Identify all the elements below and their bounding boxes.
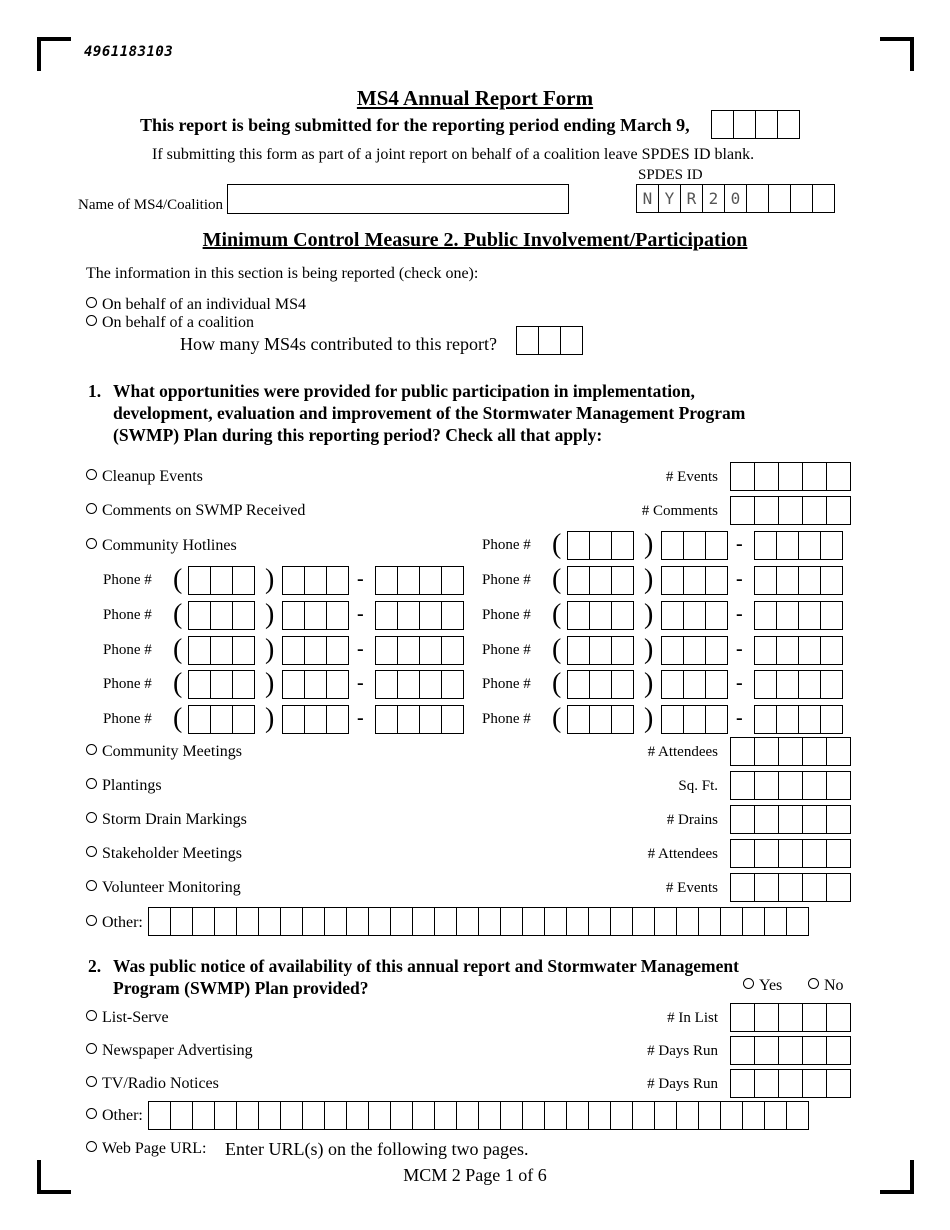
phone-dash: - — [736, 672, 743, 694]
area-code-boxes[interactable] — [567, 531, 634, 560]
phone-label: Phone # — [103, 572, 152, 588]
document-id: 4961183103 — [84, 44, 174, 60]
char-box[interactable] — [368, 1101, 391, 1130]
close-paren: ) — [265, 599, 275, 630]
area-code-boxes[interactable] — [188, 566, 255, 595]
radio-icon[interactable] — [86, 297, 97, 308]
exchange-boxes[interactable] — [282, 670, 349, 699]
char-box[interactable] — [566, 907, 589, 936]
phone-dash: - — [736, 707, 743, 729]
option-comments[interactable]: Comments on SWMP Received — [86, 502, 305, 520]
char-box[interactable] — [258, 907, 281, 936]
events-count-boxes[interactable] — [730, 462, 851, 491]
phone-label: Phone # — [103, 711, 152, 727]
option-no[interactable]: No — [808, 977, 844, 995]
char-box[interactable] — [522, 907, 545, 936]
char-box[interactable] — [610, 907, 633, 936]
char-box[interactable] — [346, 1101, 369, 1130]
radio-icon[interactable] — [86, 778, 97, 789]
line-number-boxes[interactable] — [375, 636, 464, 665]
page-footer: MCM 2 Page 1 of 6 — [403, 1165, 547, 1185]
char-box[interactable] — [764, 1101, 787, 1130]
option-coalition[interactable]: On behalf of a coalition — [86, 314, 254, 332]
section-title: Minimum Control Measure 2. Public Involvement/Participation — [202, 229, 748, 251]
char-box[interactable] — [302, 907, 325, 936]
phone-label: Phone # — [482, 607, 531, 623]
phone-label: Phone # — [482, 572, 531, 588]
char-box[interactable] — [654, 907, 677, 936]
open-paren: ( — [552, 703, 562, 734]
char-box[interactable] — [500, 1101, 523, 1130]
phone-label: Phone # — [482, 642, 531, 658]
area-code-boxes[interactable] — [567, 670, 634, 699]
option-storm-drain-markings[interactable]: Storm Drain Markings — [86, 811, 247, 829]
char-box[interactable] — [588, 1101, 611, 1130]
name-of-ms4-input[interactable] — [227, 184, 569, 214]
area-code-boxes[interactable] — [567, 636, 634, 665]
exchange-boxes[interactable] — [661, 566, 728, 595]
phone-label: Phone # — [103, 676, 152, 692]
radio-icon[interactable] — [86, 1108, 97, 1119]
other-notice-text-boxes[interactable] — [148, 1101, 809, 1130]
close-paren: ) — [265, 564, 275, 595]
line-number-boxes[interactable] — [754, 670, 843, 699]
volunteer-count-boxes[interactable] — [730, 873, 851, 902]
open-paren: ( — [552, 564, 562, 595]
char-box[interactable] — [280, 907, 303, 936]
option-other-notice[interactable]: Other: — [86, 1107, 143, 1125]
radio-icon[interactable] — [86, 880, 97, 891]
radio-icon[interactable] — [86, 846, 97, 857]
exchange-boxes[interactable] — [282, 601, 349, 630]
line-number-boxes[interactable] — [754, 531, 843, 560]
close-paren: ) — [644, 529, 654, 560]
char-box[interactable] — [434, 907, 457, 936]
char-box[interactable] — [588, 907, 611, 936]
option-volunteer-monitoring[interactable]: Volunteer Monitoring — [86, 879, 241, 897]
phone-dash: - — [736, 568, 743, 590]
char-box[interactable] — [544, 907, 567, 936]
close-paren: ) — [644, 703, 654, 734]
radio-icon[interactable] — [86, 744, 97, 755]
exchange-boxes[interactable] — [282, 566, 349, 595]
char-box[interactable] — [544, 1101, 567, 1130]
web-page-note: Enter URL(s) on the following two pages. — [225, 1139, 529, 1159]
open-paren: ( — [173, 703, 183, 734]
close-paren: ) — [265, 634, 275, 665]
line-number-boxes[interactable] — [375, 566, 464, 595]
q1-number: 1. — [88, 381, 102, 401]
area-code-boxes[interactable] — [188, 601, 255, 630]
option-other[interactable]: Other: — [86, 914, 143, 932]
option-plantings[interactable]: Plantings — [86, 777, 162, 795]
option-yes[interactable]: Yes — [743, 977, 782, 995]
phone-dash: - — [736, 638, 743, 660]
stakeholder-attendees-label: # Attendees — [647, 846, 718, 862]
drains-count-boxes[interactable] — [730, 805, 851, 834]
option-cleanup-events[interactable]: Cleanup Events — [86, 468, 203, 486]
close-paren: ) — [644, 599, 654, 630]
char-box[interactable] — [390, 1101, 413, 1130]
radio-icon[interactable] — [86, 538, 97, 549]
char-box[interactable] — [764, 907, 787, 936]
reported-prompt: The information in this section is being reported (check one): — [86, 265, 479, 282]
phone-label: Phone # — [482, 676, 531, 692]
char-box[interactable] — [390, 907, 413, 936]
newspaper-days-boxes[interactable] — [730, 1036, 851, 1065]
radio-icon[interactable] — [86, 915, 97, 926]
volunteer-events-label: # Events — [665, 880, 718, 896]
radio-icon[interactable] — [86, 503, 97, 514]
char-box[interactable] — [522, 1101, 545, 1130]
phone-dash: - — [736, 603, 743, 625]
sqft-boxes[interactable] — [730, 771, 851, 800]
close-paren: ) — [265, 703, 275, 734]
char-box[interactable] — [148, 1101, 171, 1130]
area-code-boxes[interactable] — [188, 670, 255, 699]
radio-icon[interactable] — [86, 1010, 97, 1021]
exchange-boxes[interactable] — [661, 670, 728, 699]
drains-label: # Drains — [666, 812, 718, 828]
attendees-label: # Attendees — [647, 744, 718, 760]
char-box[interactable] — [170, 907, 193, 936]
option-community-meetings[interactable]: Community Meetings — [86, 743, 242, 761]
char-box[interactable] — [786, 1101, 809, 1130]
char-box[interactable] — [720, 907, 743, 936]
phone-label: Phone # — [482, 711, 531, 727]
open-paren: ( — [552, 634, 562, 665]
line-number-boxes[interactable] — [754, 566, 843, 595]
area-code-boxes[interactable] — [567, 705, 634, 734]
option-tv-radio-notices[interactable]: TV/Radio Notices — [86, 1075, 219, 1093]
char-box[interactable] — [698, 1101, 721, 1130]
char-box[interactable] — [632, 1101, 655, 1130]
option-individual[interactable]: On behalf of an individual MS4 — [86, 296, 306, 314]
attendees-count-boxes[interactable] — [730, 737, 851, 766]
open-paren: ( — [173, 634, 183, 665]
char-box[interactable] — [456, 1101, 479, 1130]
open-paren: ( — [552, 668, 562, 699]
phone-dash: - — [357, 638, 364, 660]
line-number-boxes[interactable] — [375, 601, 464, 630]
tv-days-boxes[interactable] — [730, 1069, 851, 1098]
spdes-label: SPDES ID — [638, 167, 703, 183]
radio-icon[interactable] — [86, 1043, 97, 1054]
tv-days-run-label: # Days Run — [647, 1076, 718, 1092]
char-box[interactable] — [412, 1101, 435, 1130]
char-box[interactable] — [478, 907, 501, 936]
line-number-boxes[interactable] — [375, 705, 464, 734]
sqft-label: Sq. Ft. — [678, 778, 718, 794]
char-box[interactable] — [434, 1101, 457, 1130]
char-box[interactable] — [280, 1101, 303, 1130]
phone-dash: - — [357, 672, 364, 694]
char-box[interactable] — [676, 1101, 699, 1130]
close-paren: ) — [644, 564, 654, 595]
radio-icon[interactable] — [86, 469, 97, 480]
ms4-count-boxes[interactable] — [516, 326, 583, 355]
char-box[interactable] — [566, 1101, 589, 1130]
char-box[interactable] — [324, 1101, 347, 1130]
char-box[interactable] — [192, 907, 215, 936]
option-community-hotlines[interactable]: Community Hotlines — [86, 537, 237, 555]
exchange-boxes[interactable] — [661, 601, 728, 630]
option-newspaper-advertising[interactable]: Newspaper Advertising — [86, 1042, 253, 1060]
char-box[interactable] — [148, 907, 171, 936]
radio-icon[interactable] — [86, 812, 97, 823]
area-code-boxes[interactable] — [567, 566, 634, 595]
q1-text: What opportunities were provided for public participation in implementation, development, evaluation and improvement of the Stormwater Management Program (SWMP) Plan during this reporting period? Check all that apply: — [113, 381, 746, 445]
char-box[interactable] — [676, 907, 699, 936]
line-number-boxes[interactable] — [754, 601, 843, 630]
area-code-boxes[interactable] — [567, 601, 634, 630]
char-box[interactable] — [236, 1101, 259, 1130]
radio-icon[interactable] — [86, 1076, 97, 1087]
exchange-boxes[interactable] — [282, 705, 349, 734]
days-run-label: # Days Run — [647, 1043, 718, 1059]
line-number-boxes[interactable] — [754, 636, 843, 665]
char-box[interactable] — [720, 1101, 743, 1130]
ms4-count-prompt: How many MS4s contributed to this report? — [180, 334, 497, 354]
close-paren: ) — [644, 634, 654, 665]
phone-dash: - — [736, 533, 743, 555]
in-list-boxes[interactable] — [730, 1003, 851, 1032]
char-box[interactable] — [742, 907, 765, 936]
char-box[interactable] — [170, 1101, 193, 1130]
open-paren: ( — [173, 599, 183, 630]
line-number-boxes[interactable] — [754, 705, 843, 734]
corner-mark-top-left — [37, 37, 71, 71]
char-box[interactable] — [786, 907, 809, 936]
stakeholder-count-boxes[interactable] — [730, 839, 851, 868]
form-title: MS4 Annual Report Form — [356, 86, 594, 110]
exchange-boxes[interactable] — [282, 636, 349, 665]
char-box[interactable] — [214, 907, 237, 936]
close-paren: ) — [265, 668, 275, 699]
radio-icon[interactable] — [808, 978, 819, 989]
char-box[interactable] — [302, 1101, 325, 1130]
close-paren: ) — [644, 668, 654, 699]
q2-text: Was public notice of availability of this annual report and Stormwater Management Program (SWMP) Plan provided? — [113, 956, 739, 998]
open-paren: ( — [173, 668, 183, 699]
char-box[interactable] — [654, 1101, 677, 1130]
comments-label: # Comments — [641, 503, 718, 519]
q2-number: 2. — [88, 956, 102, 976]
radio-icon[interactable] — [743, 978, 754, 989]
joint-report-note: If submitting this form as part of a joint report on behalf of a coalition leave SPDES ID blank. — [152, 146, 755, 163]
name-label: Name of MS4/Coalition — [78, 197, 223, 213]
corner-mark-top-right — [880, 37, 914, 71]
exchange-boxes[interactable] — [661, 705, 728, 734]
line-number-boxes[interactable] — [375, 670, 464, 699]
open-paren: ( — [552, 599, 562, 630]
char-box[interactable] — [456, 907, 479, 936]
phone-label: Phone # — [103, 642, 152, 658]
open-paren: ( — [173, 564, 183, 595]
char-box[interactable] — [346, 907, 369, 936]
exchange-boxes[interactable] — [661, 531, 728, 560]
exchange-boxes[interactable] — [661, 636, 728, 665]
reporting-year-boxes[interactable] — [711, 110, 800, 139]
char-box[interactable] — [258, 1101, 281, 1130]
spdes-id-input[interactable]: N Y R 2 0 — [636, 184, 835, 213]
char-box[interactable] — [610, 1101, 633, 1130]
open-paren: ( — [552, 529, 562, 560]
char-box[interactable] — [324, 907, 347, 936]
option-list-serve[interactable]: List-Serve — [86, 1009, 169, 1027]
char-box[interactable] — [192, 1101, 215, 1130]
char-box[interactable] — [698, 907, 721, 936]
char-box[interactable] — [742, 1101, 765, 1130]
comments-count-boxes[interactable] — [730, 496, 851, 525]
char-box[interactable] — [412, 907, 435, 936]
char-box[interactable] — [214, 1101, 237, 1130]
char-box[interactable] — [236, 907, 259, 936]
events-label: # Events — [665, 469, 718, 485]
in-list-label: # In List — [667, 1010, 718, 1026]
other-text-boxes[interactable] — [148, 907, 809, 936]
phone-label: Phone # — [482, 537, 531, 553]
char-box[interactable] — [632, 907, 655, 936]
radio-icon[interactable] — [86, 1141, 97, 1152]
phone-label: Phone # — [103, 607, 152, 623]
char-box[interactable] — [500, 907, 523, 936]
option-web-page-url[interactable]: Web Page URL: — [86, 1140, 206, 1158]
option-stakeholder-meetings[interactable]: Stakeholder Meetings — [86, 845, 242, 863]
phone-dash: - — [357, 603, 364, 625]
area-code-boxes[interactable] — [188, 636, 255, 665]
phone-dash: - — [357, 568, 364, 590]
char-box[interactable] — [478, 1101, 501, 1130]
char-box[interactable] — [368, 907, 391, 936]
reporting-period-text: This report is being submitted for the reporting period ending March 9, — [140, 115, 690, 135]
phone-dash: - — [357, 707, 364, 729]
area-code-boxes[interactable] — [188, 705, 255, 734]
radio-icon[interactable] — [86, 315, 97, 326]
